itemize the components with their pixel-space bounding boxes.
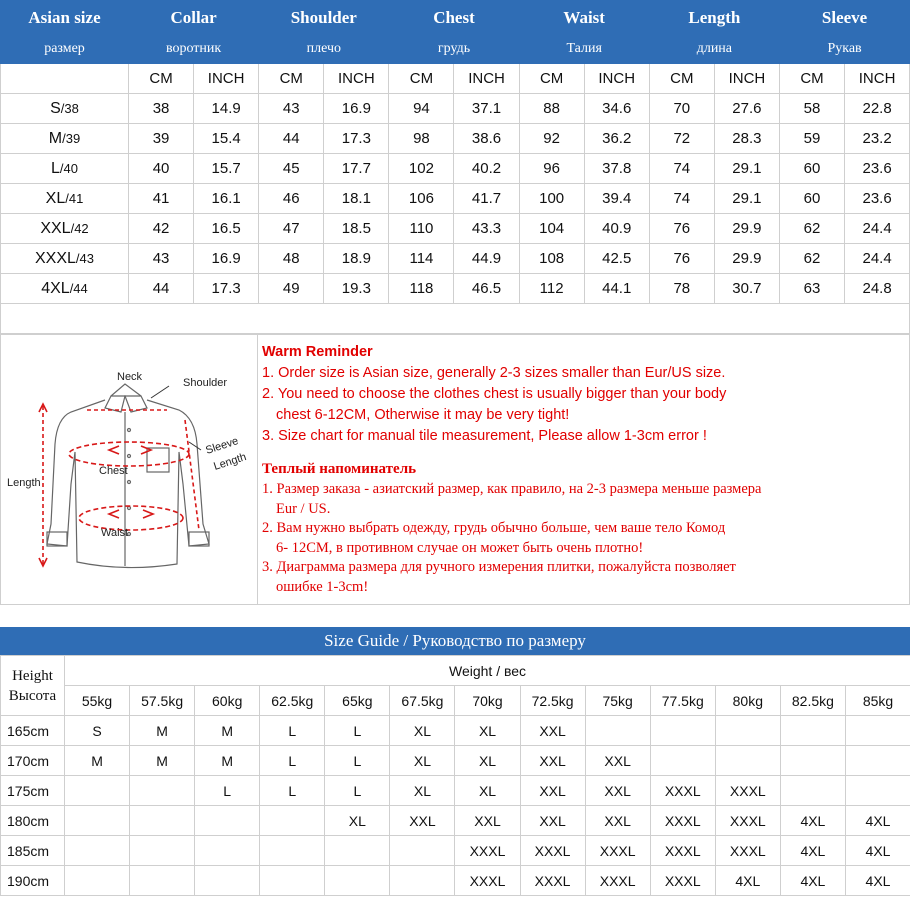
measure-cell: 62 bbox=[779, 214, 844, 244]
reminder-ru-3a: 3. Диаграмма размера для ручного измерения плитки, пожалуйста позволяет bbox=[262, 559, 736, 575]
header-waist-ru: Талия bbox=[519, 35, 649, 64]
size-row bbox=[1, 274, 910, 304]
unit-inch: INCH bbox=[714, 64, 779, 94]
measure-cell: 92 bbox=[519, 124, 584, 154]
measure-cell: 63 bbox=[779, 274, 844, 304]
size-eur: /40 bbox=[59, 160, 78, 176]
measure-cell: 110 bbox=[389, 214, 454, 244]
weight-cell: 62.5kg bbox=[260, 686, 325, 716]
guide-size-cell bbox=[65, 776, 130, 806]
height-label-en: Height bbox=[12, 667, 53, 684]
guide-size-cell: XXXL bbox=[650, 776, 715, 806]
measure-cell: 24.4 bbox=[845, 214, 910, 244]
guide-size-cell: XXXL bbox=[715, 836, 780, 866]
measure-cell: 38.6 bbox=[454, 124, 519, 154]
measure-cell: 17.3 bbox=[324, 124, 389, 154]
guide-size-cell bbox=[390, 866, 455, 896]
guide-size-cell bbox=[845, 746, 910, 776]
blank-row bbox=[1, 304, 910, 335]
header-collar: Collar bbox=[129, 1, 259, 35]
header-waist: Waist bbox=[519, 1, 649, 35]
measure-cell: 29.1 bbox=[714, 184, 779, 214]
measure-cell: 108 bbox=[519, 244, 584, 274]
unit-inch: INCH bbox=[454, 64, 519, 94]
measure-cell: 48 bbox=[259, 244, 324, 274]
reminder-en-1: 1. Order size is Asian size, generally 2-3 sizes smaller than Eur/US size. bbox=[262, 365, 726, 381]
measure-cell: 29.9 bbox=[714, 214, 779, 244]
measure-cell: 44.1 bbox=[584, 274, 649, 304]
measure-cell: 43 bbox=[129, 244, 194, 274]
label-waist: Waist bbox=[101, 527, 129, 539]
measure-cell: 30.7 bbox=[714, 274, 779, 304]
guide-size-cell bbox=[845, 776, 910, 806]
guide-size-cell bbox=[585, 716, 650, 746]
guide-row bbox=[1, 746, 910, 776]
guide-size-cell: M bbox=[130, 746, 195, 776]
measure-cell: 49 bbox=[259, 274, 324, 304]
warm-reminder bbox=[262, 342, 907, 597]
height-cell: 190cm bbox=[1, 866, 65, 896]
size-row bbox=[1, 214, 910, 244]
guide-size-cell bbox=[325, 866, 390, 896]
guide-size-cell: 4XL bbox=[845, 866, 910, 896]
label-length: Length bbox=[7, 477, 41, 489]
guide-size-cell: XXXL bbox=[520, 866, 585, 896]
measure-cell: 37.8 bbox=[584, 154, 649, 184]
height-cell: 170cm bbox=[1, 746, 65, 776]
guide-size-cell: XXL bbox=[520, 716, 585, 746]
guide-header-row-1 bbox=[1, 656, 910, 686]
size-label: L bbox=[51, 159, 60, 177]
unit-cm: CM bbox=[519, 64, 584, 94]
guide-size-cell: XXXL bbox=[650, 866, 715, 896]
guide-size-cell bbox=[325, 836, 390, 866]
header-chest-ru: грудь bbox=[389, 35, 519, 64]
header-asian-size: Asian size bbox=[1, 1, 129, 35]
height-cell: 175cm bbox=[1, 776, 65, 806]
measure-cell: 44.9 bbox=[454, 244, 519, 274]
size-label: S bbox=[50, 99, 61, 117]
guide-size-cell bbox=[65, 836, 130, 866]
measure-cell: 18.1 bbox=[324, 184, 389, 214]
measure-cell: 62 bbox=[779, 244, 844, 274]
measure-cell: 37.1 bbox=[454, 94, 519, 124]
unit-inch: INCH bbox=[584, 64, 649, 94]
size-row bbox=[1, 244, 910, 274]
guide-size-cell bbox=[65, 866, 130, 896]
guide-size-cell bbox=[260, 806, 325, 836]
guide-size-cell: XXXL bbox=[650, 806, 715, 836]
reminder-en-2a: 2. You need to choose the clothes chest is usually bigger than your body bbox=[262, 386, 727, 402]
guide-size-cell bbox=[715, 746, 780, 776]
header-shoulder: Shoulder bbox=[259, 1, 389, 35]
guide-size-cell: XXL bbox=[520, 806, 585, 836]
guide-size-cell: M bbox=[65, 746, 130, 776]
guide-size-cell: L bbox=[260, 716, 325, 746]
size-cell bbox=[1, 124, 129, 154]
reminder-en-3: 3. Size chart for manual tile measurement, Please allow 1-3cm error ! bbox=[262, 428, 707, 444]
guide-size-cell bbox=[390, 836, 455, 866]
size-row bbox=[1, 184, 910, 214]
weight-cell: 57.5kg bbox=[130, 686, 195, 716]
size-cell bbox=[1, 244, 129, 274]
label-shoulder: Shoulder bbox=[183, 377, 228, 389]
guide-size-cell: XL bbox=[455, 776, 520, 806]
measure-cell: 42.5 bbox=[584, 244, 649, 274]
unit-cm: CM bbox=[389, 64, 454, 94]
guide-size-cell: 4XL bbox=[845, 806, 910, 836]
guide-size-cell bbox=[260, 836, 325, 866]
weight-cell: 85kg bbox=[845, 686, 910, 716]
label-sleeve-length: Length bbox=[212, 451, 248, 473]
measure-cell: 23.2 bbox=[845, 124, 910, 154]
guide-size-cell: L bbox=[325, 746, 390, 776]
section-divider bbox=[257, 334, 258, 604]
guide-size-cell bbox=[715, 716, 780, 746]
measure-cell: 88 bbox=[519, 94, 584, 124]
guide-size-cell bbox=[130, 836, 195, 866]
guide-size-cell: XXXL bbox=[715, 776, 780, 806]
guide-size-cell bbox=[260, 866, 325, 896]
size-label: M bbox=[48, 129, 63, 147]
measure-cell: 44 bbox=[259, 124, 324, 154]
guide-row bbox=[1, 806, 910, 836]
size-guide-title: Size Guide / Руководство по размеру bbox=[0, 627, 910, 655]
label-neck: Neck bbox=[117, 371, 143, 383]
header-collar-ru: воротник bbox=[129, 35, 259, 64]
measure-cell: 16.9 bbox=[194, 244, 259, 274]
measure-cell: 94 bbox=[389, 94, 454, 124]
header-sleeve-ru: Рукав bbox=[779, 35, 909, 64]
guide-size-cell: XXL bbox=[390, 806, 455, 836]
unit-cm: CM bbox=[129, 64, 194, 94]
measure-cell: 96 bbox=[519, 154, 584, 184]
reminder-ru-1b: Eur / US. bbox=[276, 500, 331, 517]
measure-cell: 47 bbox=[259, 214, 324, 244]
guide-row bbox=[1, 866, 910, 896]
unit-cm: CM bbox=[259, 64, 324, 94]
reminder-ru-2a: 2. Вам нужно выбрать одежду, грудь обычно больше, чем ваше тело Комод bbox=[262, 520, 726, 536]
measure-cell: 42 bbox=[129, 214, 194, 244]
measure-cell: 16.1 bbox=[194, 184, 259, 214]
blank-cell bbox=[1, 304, 910, 335]
measure-cell: 78 bbox=[649, 274, 714, 304]
measure-cell: 41.7 bbox=[454, 184, 519, 214]
measure-cell: 40.9 bbox=[584, 214, 649, 244]
measure-cell: 60 bbox=[779, 154, 844, 184]
size-label: XL bbox=[45, 189, 66, 207]
measure-cell: 39.4 bbox=[584, 184, 649, 214]
measure-cell: 70 bbox=[649, 94, 714, 124]
guide-size-cell: XXXL bbox=[650, 836, 715, 866]
guide-size-cell: L bbox=[260, 746, 325, 776]
guide-size-cell: XL bbox=[325, 806, 390, 836]
guide-size-cell bbox=[130, 776, 195, 806]
measure-cell: 22.8 bbox=[845, 94, 910, 124]
measure-cell: 72 bbox=[649, 124, 714, 154]
guide-size-cell: L bbox=[325, 776, 390, 806]
guide-size-cell bbox=[650, 746, 715, 776]
guide-size-cell: XXL bbox=[585, 806, 650, 836]
shirt-measurement-diagram bbox=[1, 334, 257, 604]
header-asian-size-ru: размер bbox=[1, 35, 129, 64]
guide-size-cell: L bbox=[325, 716, 390, 746]
guide-row bbox=[1, 836, 910, 866]
measure-cell: 58 bbox=[779, 94, 844, 124]
guide-size-cell: L bbox=[260, 776, 325, 806]
guide-size-cell: 4XL bbox=[845, 836, 910, 866]
measure-cell: 34.6 bbox=[584, 94, 649, 124]
size-cell bbox=[1, 184, 129, 214]
measure-cell: 24.8 bbox=[845, 274, 910, 304]
guide-size-cell bbox=[195, 806, 260, 836]
size-chart-header-en bbox=[1, 1, 910, 35]
measure-cell: 45 bbox=[259, 154, 324, 184]
size-guide-table bbox=[0, 655, 910, 896]
measure-cell: 24.4 bbox=[845, 244, 910, 274]
measure-cell: 16.5 bbox=[194, 214, 259, 244]
measure-cell: 19.3 bbox=[324, 274, 389, 304]
measure-cell: 17.3 bbox=[194, 274, 259, 304]
guide-size-cell: XXL bbox=[520, 746, 585, 776]
guide-size-cell bbox=[195, 836, 260, 866]
guide-size-cell: S bbox=[65, 716, 130, 746]
size-label: XXXL bbox=[35, 249, 76, 267]
measure-cell: 43 bbox=[259, 94, 324, 124]
measure-cell: 74 bbox=[649, 184, 714, 214]
measure-cell: 41 bbox=[129, 184, 194, 214]
weight-header: Weight / вес bbox=[65, 656, 910, 686]
guide-size-cell: XXL bbox=[585, 776, 650, 806]
measure-cell: 106 bbox=[389, 184, 454, 214]
guide-size-cell: XXXL bbox=[585, 866, 650, 896]
guide-size-cell: XL bbox=[455, 716, 520, 746]
guide-size-cell bbox=[845, 716, 910, 746]
measure-cell: 114 bbox=[389, 244, 454, 274]
shirt-outline-icon bbox=[47, 384, 209, 568]
measure-cell: 18.5 bbox=[324, 214, 389, 244]
guide-size-cell bbox=[780, 776, 845, 806]
weight-cell: 65kg bbox=[325, 686, 390, 716]
measure-cell: 98 bbox=[389, 124, 454, 154]
guide-size-cell: 4XL bbox=[780, 866, 845, 896]
measure-cell: 14.9 bbox=[194, 94, 259, 124]
guide-size-cell: XXXL bbox=[520, 836, 585, 866]
measure-cell: 59 bbox=[779, 124, 844, 154]
measure-cell: 46 bbox=[259, 184, 324, 214]
measure-cell: 38 bbox=[129, 94, 194, 124]
measure-cell: 118 bbox=[389, 274, 454, 304]
size-eur: /41 bbox=[65, 190, 84, 206]
header-chest: Chest bbox=[389, 1, 519, 35]
unit-inch: INCH bbox=[324, 64, 389, 94]
height-cell: 180cm bbox=[1, 806, 65, 836]
measure-cell: 40 bbox=[129, 154, 194, 184]
measure-cell: 46.5 bbox=[454, 274, 519, 304]
weight-cell: 67.5kg bbox=[390, 686, 455, 716]
guide-size-cell: M bbox=[195, 746, 260, 776]
guide-size-cell: 4XL bbox=[715, 866, 780, 896]
label-sleeve: Sleeve bbox=[204, 435, 240, 457]
size-chart-table bbox=[0, 0, 910, 335]
size-cell bbox=[1, 274, 129, 304]
size-chart-header-ru bbox=[1, 35, 910, 64]
measure-cell: 17.7 bbox=[324, 154, 389, 184]
measure-cell: 112 bbox=[519, 274, 584, 304]
header-sleeve: Sleeve bbox=[779, 1, 909, 35]
height-header bbox=[1, 656, 65, 716]
height-label-ru: Высота bbox=[8, 687, 57, 704]
guide-size-cell: XXL bbox=[520, 776, 585, 806]
reminder-ru-3b: ошибке 1-3cm! bbox=[276, 578, 369, 595]
size-eur: /42 bbox=[70, 220, 89, 236]
unit-row-blank bbox=[1, 64, 129, 94]
unit-cm: CM bbox=[649, 64, 714, 94]
guide-size-cell: L bbox=[195, 776, 260, 806]
size-row bbox=[1, 124, 910, 154]
guide-size-cell: XXL bbox=[585, 746, 650, 776]
guide-size-cell bbox=[130, 806, 195, 836]
size-row bbox=[1, 154, 910, 184]
size-row bbox=[1, 94, 910, 124]
guide-size-cell: XXL bbox=[455, 806, 520, 836]
unit-row bbox=[1, 64, 910, 94]
measure-cell: 28.3 bbox=[714, 124, 779, 154]
measure-cell: 27.6 bbox=[714, 94, 779, 124]
guide-size-cell: XXXL bbox=[585, 836, 650, 866]
size-eur: /39 bbox=[62, 130, 81, 146]
size-eur: /38 bbox=[60, 100, 79, 116]
measure-cell: 23.6 bbox=[845, 184, 910, 214]
header-length-ru: длина bbox=[649, 35, 779, 64]
size-label: 4XL bbox=[41, 279, 70, 297]
height-cell: 165cm bbox=[1, 716, 65, 746]
guide-size-cell: 4XL bbox=[780, 836, 845, 866]
measure-cell: 43.3 bbox=[454, 214, 519, 244]
reminder-en-2b: chest 6-12CM, Otherwise it may be very tight! bbox=[276, 407, 570, 423]
size-cell bbox=[1, 154, 129, 184]
guide-row bbox=[1, 716, 910, 746]
guide-size-cell: XXXL bbox=[455, 866, 520, 896]
guide-size-cell: XXXL bbox=[455, 836, 520, 866]
measure-cell: 16.9 bbox=[324, 94, 389, 124]
header-shoulder-ru: плечо bbox=[259, 35, 389, 64]
reminder-title-en: Warm Reminder bbox=[262, 344, 373, 360]
measure-cell: 102 bbox=[389, 154, 454, 184]
measure-cell: 40.2 bbox=[454, 154, 519, 184]
guide-size-cell: XL bbox=[455, 746, 520, 776]
label-chest: Chest bbox=[99, 465, 128, 477]
guide-size-cell: XL bbox=[390, 746, 455, 776]
size-cell bbox=[1, 94, 129, 124]
measure-cell: 76 bbox=[649, 244, 714, 274]
guide-row bbox=[1, 776, 910, 806]
header-length: Length bbox=[649, 1, 779, 35]
measure-cell: 100 bbox=[519, 184, 584, 214]
guide-size-cell bbox=[780, 746, 845, 776]
weight-row bbox=[1, 686, 910, 716]
weight-cell: 70kg bbox=[455, 686, 520, 716]
measure-cell: 15.4 bbox=[194, 124, 259, 154]
guide-size-cell: XL bbox=[390, 776, 455, 806]
measure-cell: 29.9 bbox=[714, 244, 779, 274]
size-cell bbox=[1, 214, 129, 244]
guide-size-cell bbox=[780, 716, 845, 746]
weight-cell: 77.5kg bbox=[650, 686, 715, 716]
measure-cell: 74 bbox=[649, 154, 714, 184]
weight-cell: 72.5kg bbox=[520, 686, 585, 716]
measure-cell: 60 bbox=[779, 184, 844, 214]
guide-size-cell bbox=[195, 866, 260, 896]
measurement-section bbox=[0, 333, 910, 605]
measure-cell: 15.7 bbox=[194, 154, 259, 184]
guide-size-cell: 4XL bbox=[780, 806, 845, 836]
measure-cell: 36.2 bbox=[584, 124, 649, 154]
size-eur: /44 bbox=[69, 280, 88, 296]
weight-cell: 55kg bbox=[65, 686, 130, 716]
reminder-title-ru: Теплый напоминатель bbox=[262, 461, 417, 477]
measure-cell: 23.6 bbox=[845, 154, 910, 184]
unit-cm: CM bbox=[779, 64, 844, 94]
measure-cell: 76 bbox=[649, 214, 714, 244]
measure-cell: 44 bbox=[129, 274, 194, 304]
unit-inch: INCH bbox=[194, 64, 259, 94]
measure-cell: 39 bbox=[129, 124, 194, 154]
measure-cell: 29.1 bbox=[714, 154, 779, 184]
weight-cell: 60kg bbox=[195, 686, 260, 716]
unit-inch: INCH bbox=[845, 64, 910, 94]
guide-size-cell: M bbox=[195, 716, 260, 746]
guide-size-cell: XXXL bbox=[715, 806, 780, 836]
height-cell: 185cm bbox=[1, 836, 65, 866]
reminder-ru-1a: 1. Размер заказа - азиатский размер, как правило, на 2-3 размера меньше размера bbox=[262, 481, 762, 497]
measure-cell: 18.9 bbox=[324, 244, 389, 274]
guide-size-cell: XL bbox=[390, 716, 455, 746]
weight-cell: 82.5kg bbox=[780, 686, 845, 716]
size-label: XXL bbox=[40, 219, 71, 237]
guide-size-cell bbox=[65, 806, 130, 836]
guide-size-cell: M bbox=[130, 716, 195, 746]
guide-size-cell bbox=[130, 866, 195, 896]
reminder-ru-2b: 6- 12CM, в противном случае он может быть очень плотно! bbox=[276, 539, 644, 556]
weight-cell: 80kg bbox=[715, 686, 780, 716]
size-eur: /43 bbox=[75, 250, 94, 266]
guide-size-cell bbox=[650, 716, 715, 746]
weight-cell: 75kg bbox=[585, 686, 650, 716]
measure-cell: 104 bbox=[519, 214, 584, 244]
